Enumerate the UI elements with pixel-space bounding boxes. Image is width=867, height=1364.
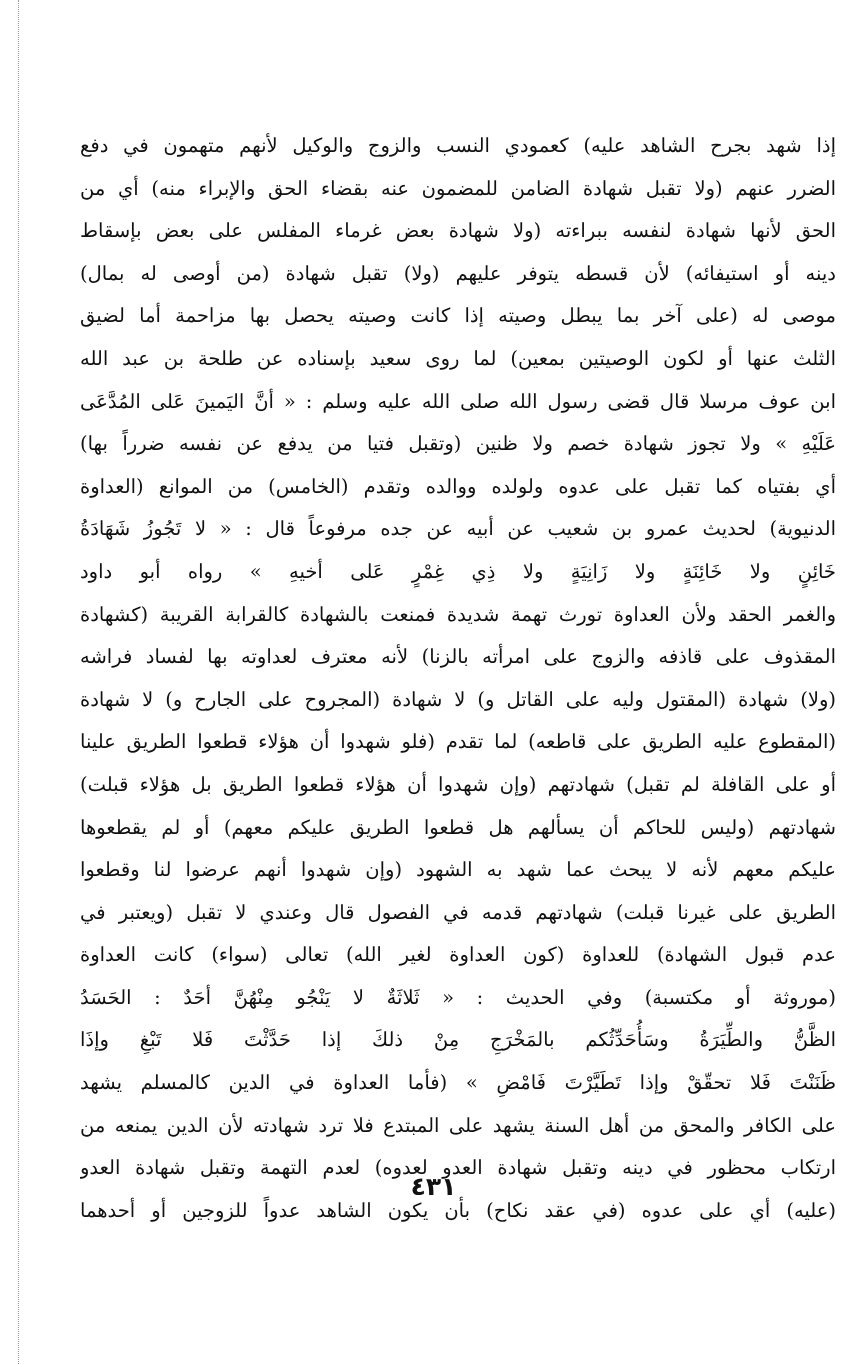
text-line: عَلَيْهِ » ولا تجوز شهادة خصم ولا ظنين (وتقبل فتيا من يدفع عن نفسه ضرراً بها) <box>80 432 836 456</box>
text-line: ارتكاب محظور في دينه وتقبل شهادة العدو لعدوه) لعدم التهمة وتقبل شهادة العدو <box>80 1156 836 1180</box>
text-line: الثلث عنها أو لكون الوصيتين بمعين) لما روى سعيد بإسناده عن طلحة بن عبد الله <box>80 346 836 370</box>
text-line: الدنيوية) لحديث عمرو بن شعيب عن أبيه عن جده مرفوعاً قال : « لا تَجُوزُ شَهَادَةُ <box>80 517 836 541</box>
text-line: إذا شهد بجرح الشاهد عليه) كعمودي النسب والزوج والوكيل لأنهم متهمون في دفع <box>80 134 836 157</box>
text-line: الضرر عنهم (ولا تقبل شهادة الضامن للمضمون عنه بقضاء الحق والإبراء منه) أي من <box>80 176 836 200</box>
text-line: والغمر الحقد ولأن العداوة تورث تهمة شديدة فمنعت بالشهادة كالقرابة القريبة (كشهادة <box>80 602 836 626</box>
text-line: ظَنَنْتَ فَلا تحقّقْ وإذا تَطَيَّرْتَ فَامْضِ » (فأما العداوة في الدين كالمسلم يشهد <box>80 1071 836 1095</box>
text-line: (موروثة أو مكتسبة) وفي الحديث : « ثَلاثَةٌ لا يَنْجُو مِنْهُنَّ أحَدٌ : الحَسَدُ <box>80 985 836 1009</box>
page-binding-edge <box>18 0 19 1364</box>
text-line: (ولا) شهادة (المقتول وليه على القاتل و) لا شهادة (المجروح على الجارح و) لا شهادة <box>80 687 836 711</box>
text-line: الطريق على غيرنا قبلت) شهادتهم قدمه في الفصول قال وعندي لا تقبل (ويعتبر في <box>80 900 836 924</box>
text-line: دينه أو استيفائه) لأن قسطه يتوفر عليهم (ولا) تقبل شهادة (من أوصى له بمال) <box>80 261 836 285</box>
text-line: خَائِنٍ ولا خَائِنَةٍ ولا زَانِيَةٍ ولا ذِي غِمْرٍ عَلى أخيهِ » رواه أبو داود <box>80 559 836 583</box>
text-line: موصى له (على آخر بما يبطل وصيته إذا كانت وصيته يحصل بها مزاحمة أما لضيق <box>80 304 836 328</box>
text-line: عليكم معهم لأنه لا يبحث عما شهد به الشهود (وإن شهدوا أنهم عرضوا لنا وقطعوا <box>80 858 836 882</box>
text-line: الحق لأنها شهادة لنفسه ببراءته (ولا شهادة بعض غرماء المفلس على بعض بإسقاط <box>80 219 836 243</box>
text-line: (المقطوع عليه الطريق على قاطعه) لما تقدم (فلو شهدوا أن هؤلاء قطعوا الطريق علينا <box>80 730 836 754</box>
text-line: أو على القافلة لم تقبل) شهادتهم (وإن شهدوا أن هؤلاء قطعوا الطريق بل هؤلاء قبلت) <box>80 772 836 796</box>
text-line: ابن عوف مرسلا قال قضى رسول الله صلى الله عليه وسلم : « أنَّ اليَمينَ عَلى المُدَّعَى <box>80 389 836 413</box>
page-number: ٤٣١ <box>410 1172 457 1201</box>
text-line: أي بفتياه كما تقبل على عدوه ولولده ووالده وتقدم (الخامس) من الموانع (العداوة <box>80 474 836 498</box>
text-line: عدم قبول الشهادة) للعداوة (كون العداوة لغير الله) تعالى (سواء) كانت العداوة <box>80 943 836 967</box>
text-line: شهادتهم (وليس للحاكم أن يسألهم هل قطعوا الطريق عليكم معهم) أو لم يقطعوها <box>80 815 836 839</box>
text-line: المقذوف على قاذفه والزوج على امرأته بالزنا) لأنه معترف لعداوته بها لفساد فراشه <box>80 645 836 669</box>
text-line: الظَّنُّ والطِّيَرَةُ وسَأُحَدِّثُكم بالمَخْرَجِ مِنْ ذلكَ إذا حَدَّثْتَ فَلا تَبْغِ وإذَا <box>80 1028 836 1052</box>
text-line: (عليه) أي على عدوه (في عقد نكاح) بأن يكون الشاهد عدواً للزوجين أو أحدهما <box>80 1198 836 1222</box>
text-line: على الكافر والمحق من أهل السنة يشهد على المبتدع فلا ترد شهادته لأن الدين يمنعه من <box>80 1113 836 1137</box>
page-body-text <box>80 125 836 1232</box>
